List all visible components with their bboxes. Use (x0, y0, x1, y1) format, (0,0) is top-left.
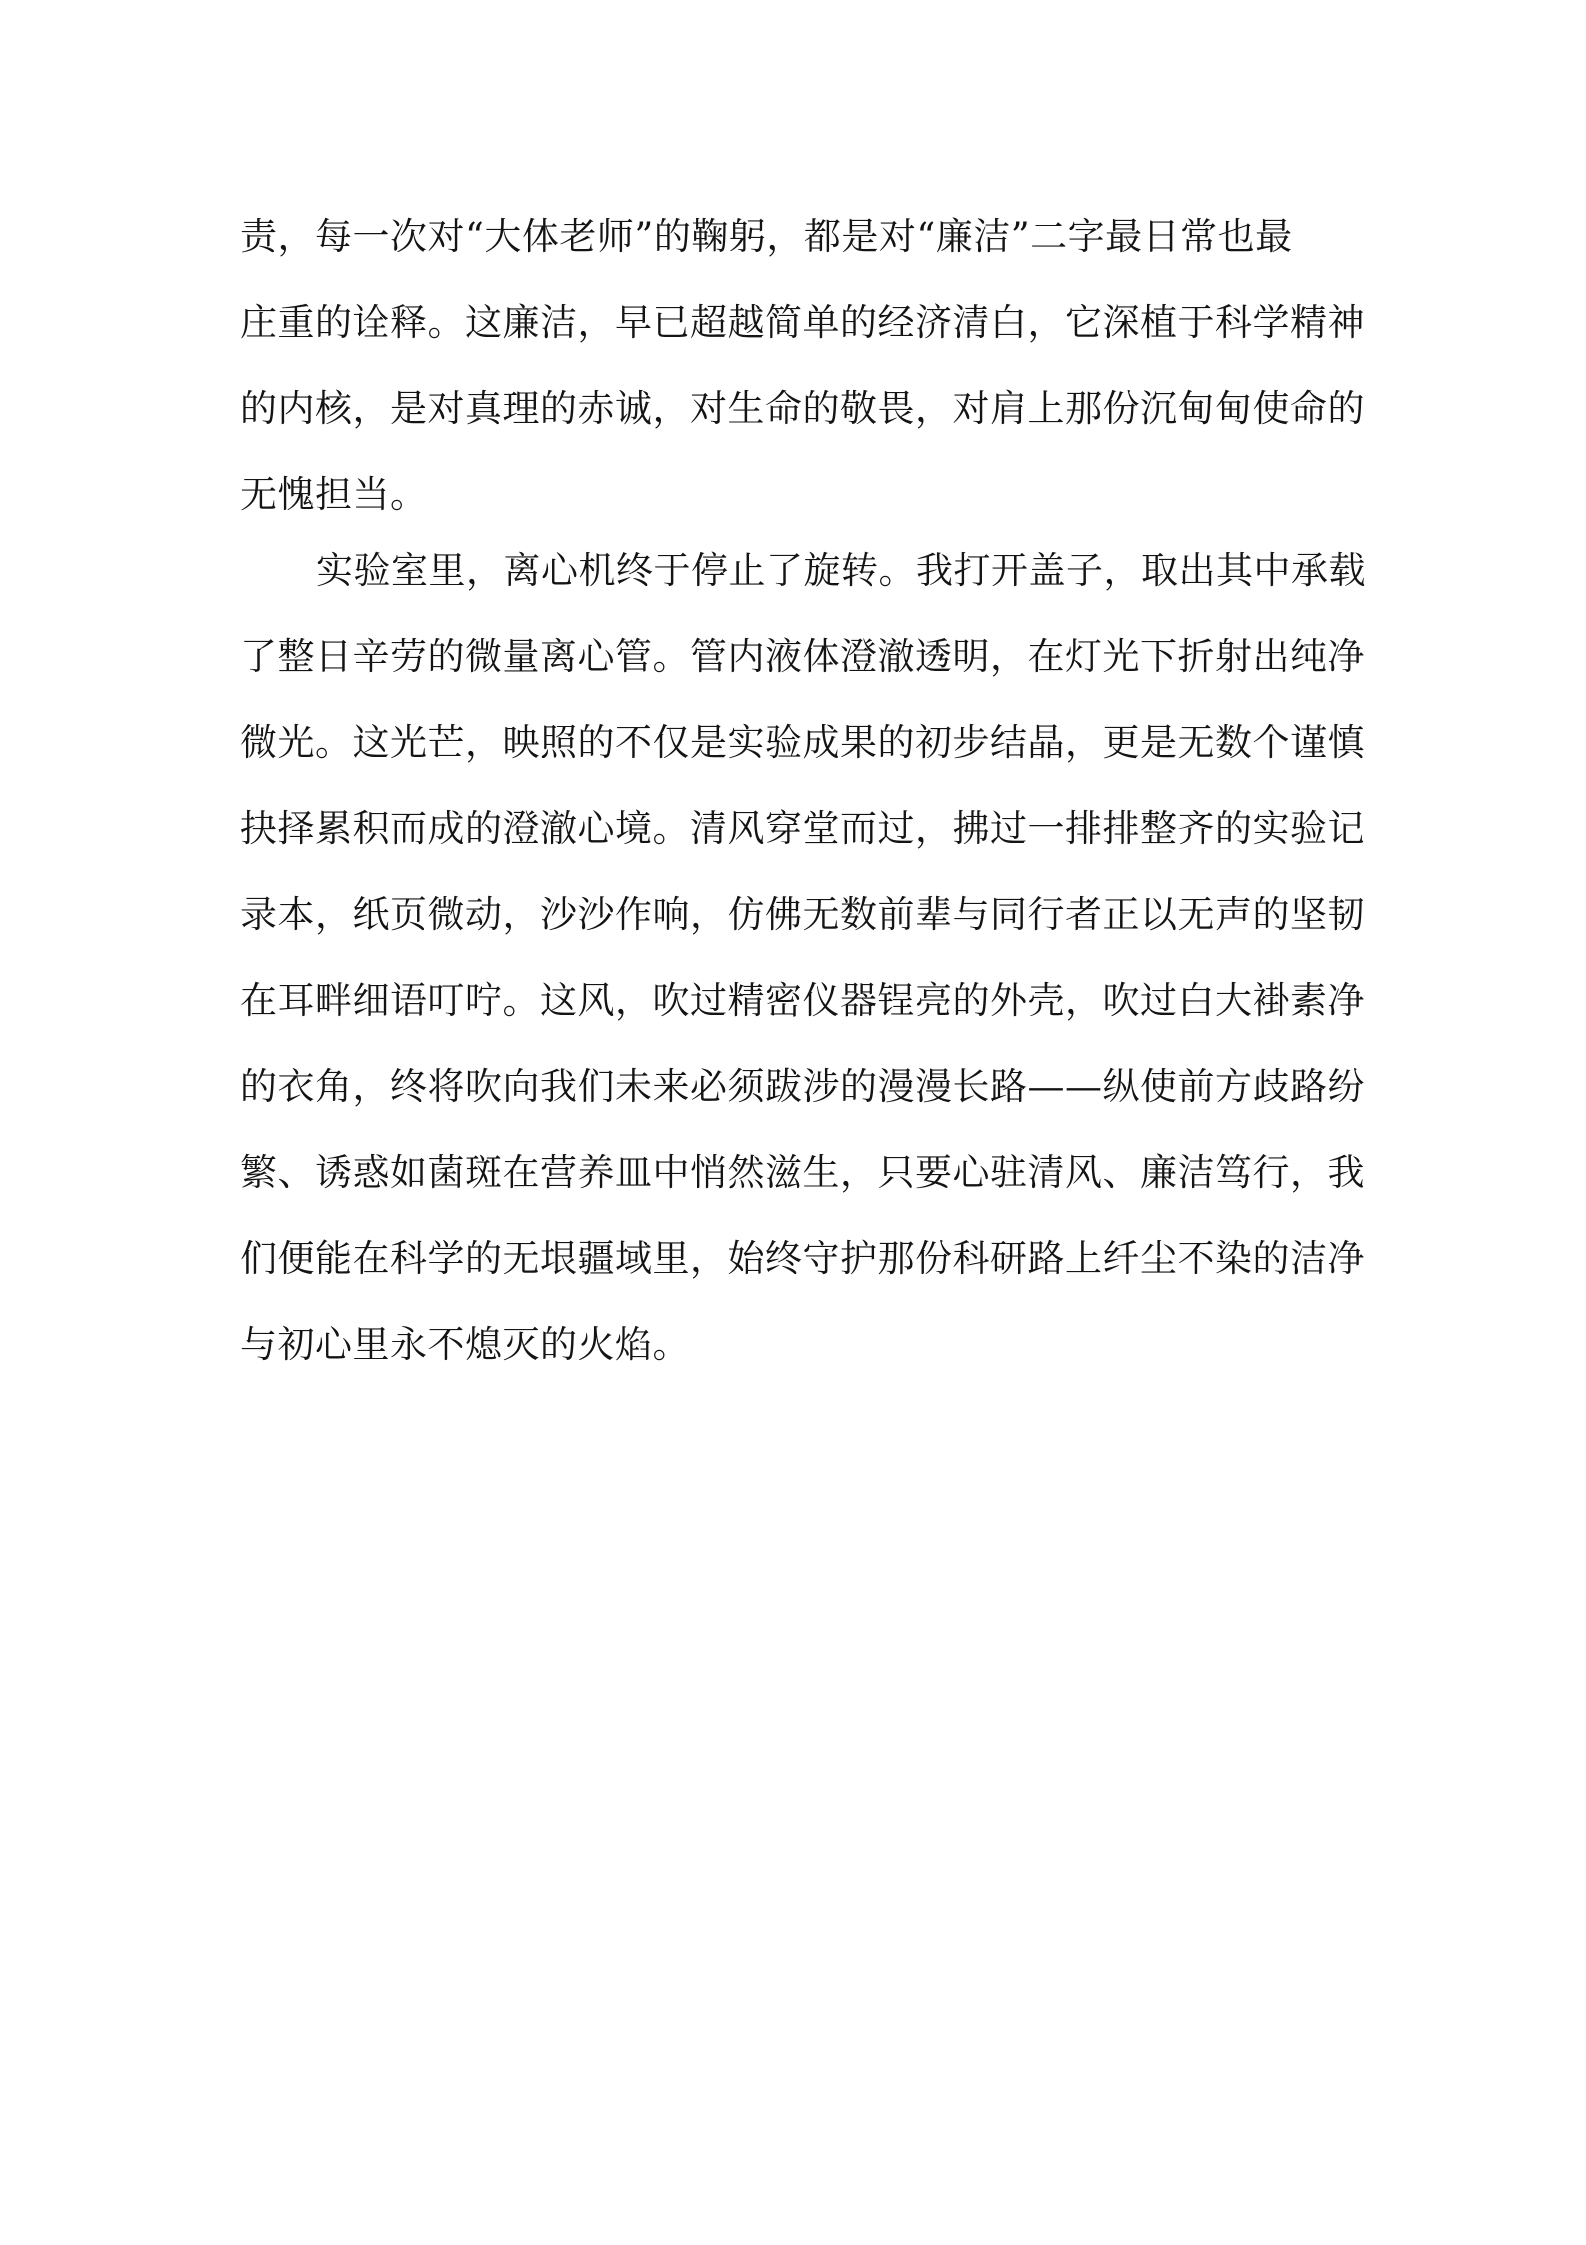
paragraph-line: 责，每一次对“大体老师”的鞠躬，都是对“廉洁”二字最日常也最 (240, 215, 1293, 258)
paragraph-line: 与初心里永不熄灭的火焰。 (240, 1323, 690, 1366)
paragraph-line: 庄重的诠释。这廉洁，早已超越简单的经济清白，它深植于科学精神 (240, 301, 1365, 344)
paragraph-1 (240, 194, 1365, 538)
paragraph-line: 的衣角，终将吹向我们未来必须跋涉的漫漫长路——纵使前方歧路纷 (240, 1065, 1365, 1108)
paragraph-line: 在耳畔细语叮咛。这风，吹过精密仪器锃亮的外壳，吹过白大褂素净 (240, 979, 1365, 1022)
paragraph-line: 繁、诱惑如菌斑在营养皿中悄然滋生，只要心驻清风、廉洁笃行，我 (240, 1151, 1365, 1194)
paragraph-line: 抉择累积而成的澄澈心境。清风穿堂而过，拂过一排排整齐的实验记 (240, 807, 1365, 850)
paragraph-line: 录本，纸页微动，沙沙作响，仿佛无数前辈与同行者正以无声的坚韧 (240, 893, 1365, 936)
paragraph-line: 了整日辛劳的微量离心管。管内液体澄澈透明，在灯光下折射出纯净 (240, 635, 1365, 678)
paragraph-line: 实验室里，离心机终于停止了旋转。我打开盖子，取出其中承载 (316, 549, 1366, 592)
paragraph-2 (240, 528, 1366, 1388)
paragraph-line: 的内核，是对真理的赤诚，对生命的敬畏，对肩上那份沉甸甸使命的 (240, 387, 1365, 430)
paragraph-line: 微光。这光芒，映照的不仅是实验成果的初步结晶，更是无数个谨慎 (240, 721, 1365, 764)
paragraph-line: 们便能在科学的无垠疆域里，始终守护那份科研路上纤尘不染的洁净 (240, 1237, 1365, 1280)
paragraph-line: 无愧担当。 (240, 473, 428, 516)
